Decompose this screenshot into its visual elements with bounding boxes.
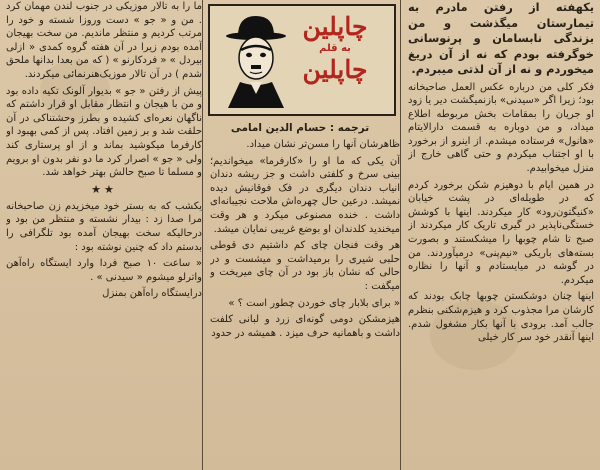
translator-credit: ترجمه : حسام الدین امامی xyxy=(230,122,370,134)
paragraph: ظاهرشان آنها را مسن‌تر نشان میداد. xyxy=(246,139,400,150)
paragraph: هیزمشکن دومی گونه‌ای زرد و لبانی کلفت داشت و باهمانیه حرف میزد . همیشه در حدود xyxy=(210,314,400,339)
lead-paragraph: یکهفته از رفتن مادرم به تیمارستان میگذشت و من بزندگی نابسامان و پرنوسانی خوگرفته بودم که نه از آن دریغ میخوردم و نه از آن لذتی میبردم. xyxy=(408,0,594,76)
paragraph: یکشب که به بستر خود میخزیدم زن صاحبخانه مرا صدا زد : بیدار نشسته و منتظر من بود و درحالیکه سخت بهیجان آمده بود تلگرافی را بدستم داد که چنین نوشته بود : xyxy=(6,200,202,253)
paragraph: هر وقت فنجان چای کم داشتیم دی قوطی حلبی شیری را برمیداشت و میشست و در حالی که نشان باز بود در آن چای میریخت و میگفت : xyxy=(210,240,400,292)
paragraph: ما را به تالار موزیکی در جنوب لندن مهمان کرد . من و « جو » دست وروزا شسته و خود را مرتب کردیم و منتظر ماندیم. من سخت بهیجان آمده بودم زیرا در آن هفته گروه کمدی « ازلی بیردل » « فردکارنو » ( که من بعدا بدانها ملحق شدم ) در آن تالار موزیک‌هنرنمائی میکردند. xyxy=(6,1,202,80)
article-column-right xyxy=(408,0,594,470)
article-column-middle xyxy=(210,138,400,470)
paragraph: فکر کلی من درباره عکس العمل صاحبخانه بود؛ زیرا اگر «سیدنی» بازنمیگشت دیر یا زود او جریان را بمقامات بخش مربوطه اطلاع میداد، و من دوباره به قسمت دارالایتام «هانول» فرستاده میشدم. از اینرو از برخورد با او اجتناب میکردم و حتی گاهی خارج از منزل میخوابیدم. xyxy=(408,81,594,175)
paragraph: « برای بلابار چای خوردن چطور است ؟ » xyxy=(228,297,400,309)
title-line-1: چاپلین xyxy=(302,12,368,41)
column-divider xyxy=(202,0,203,470)
paragraph: در همین ایام با دوهیزم شکن برخورد کردم که در طویله‌ای در پشت خیابان «کنیگتون‌رود» کار میکردند. اینها با کوشش خستگی‌ناپذیر در گیری تاریک کار میکردند از صبح تا شام چوبها را میشکستند و بصورت بسته‌های باریکی «نیم‌پنی» درمیآوردند. من در گوشه در میایستادم و آنها را نظاره میکردم. xyxy=(408,179,594,286)
title-box xyxy=(208,4,396,116)
article-column-left xyxy=(6,0,202,470)
paragraph: اینها چنان دوشکستن چوبها چابک بودند که کارشان مرا مجذوب کرد و هیزم‌شکنی بنظرم جالب آمد. برودی با آنها بکار مشغول شدم. اینها آنقدر خود سر کار خیلی xyxy=(408,291,594,344)
title-line-2: به قلم xyxy=(319,43,351,54)
paragraph: درایستگاه راه‌آهن بمنزل xyxy=(102,288,202,300)
paragraph: آن یکی که ما او را «کارفرما» میخواندیم؛ بینی سرخ و کلفتی داشت و جز ریشه دندان انیاب دندان دیگری در فک فوقانیش دیده نمیشد. درعین حال چهره‌اش ملاحت نجیبانه‌ای داشت . خنده مصنوعی میکرد و هر وقت میخندید کلدندان او بوضع غریبی نمایان میشد. xyxy=(210,155,400,235)
title-line-3: چاپلین xyxy=(302,55,368,84)
chaplin-illustration xyxy=(218,12,294,108)
article-title xyxy=(286,12,384,85)
paragraph: « ساعت ۱۰ صبح فردا وارد ایستگاه راه‌آهن واترلو میشوم « سیدنی » . xyxy=(6,258,202,283)
column-divider xyxy=(400,0,401,470)
section-break-stars: ★★ xyxy=(91,182,117,196)
paragraph: پیش از رفتن « جو » بدیوار آلونک تکیه داده بود و من با هیجان و انتظار مقابل او قرار داشتم که ناگهان نعره‌ای کشیده و بطرز وحشتناکی در آن حلقت شد و بر زمین افتاد. پس از کمی بهبود او کارفرما میکوشید بماند و از او پرستاری کند ولی « جو » اصرار کرد ما دو نفر بدون او برویم و مسلما تا صبح حالش بهتر خواهد شد. xyxy=(6,85,202,179)
